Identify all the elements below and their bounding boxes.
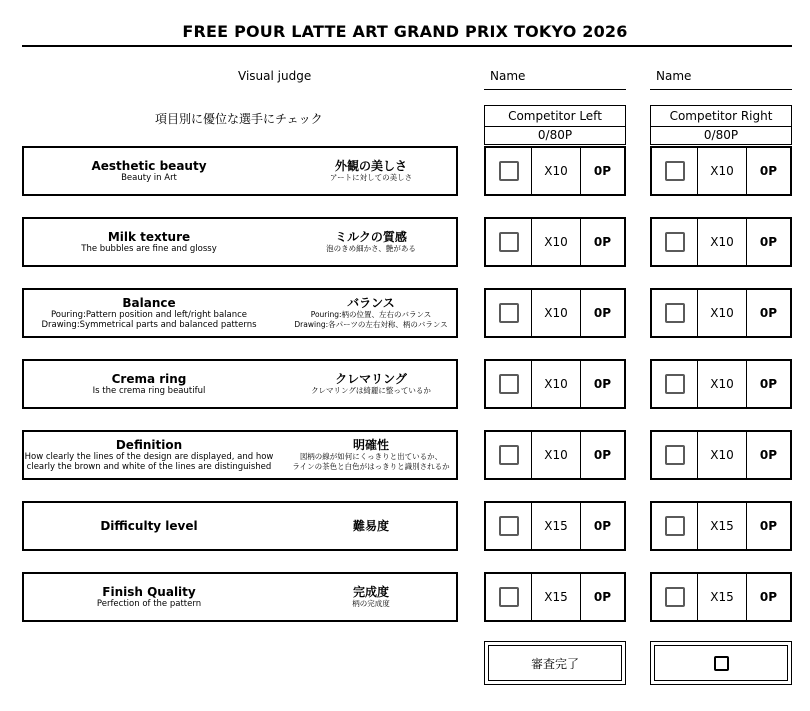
score-right-3 xyxy=(650,288,792,338)
score-right-2 xyxy=(650,217,792,267)
points: 0P xyxy=(593,306,612,320)
checkbox-left-6[interactable] xyxy=(499,516,519,536)
criterion-2 xyxy=(22,217,458,267)
criterion-subtitle-jp: 泡のきめ細かさ、艶がある xyxy=(326,244,416,253)
multiplier: X10 xyxy=(698,432,747,478)
score-left-3 xyxy=(484,288,626,338)
points: 0P xyxy=(593,590,612,604)
criterion-3 xyxy=(22,288,458,338)
criterion-subtitle: clearly the brown and white of the lines are distinguished xyxy=(26,462,272,472)
score-left-7 xyxy=(484,572,626,622)
points: 0P xyxy=(759,519,778,533)
points: 0P xyxy=(759,590,778,604)
criterion-subtitle: How clearly the lines of the design are displayed, and how xyxy=(24,452,274,462)
instruction-text: 項目別に優位な選手にチェック xyxy=(155,112,323,126)
multiplier: X15 xyxy=(532,574,581,620)
checkbox-cell xyxy=(486,361,532,407)
score-left-5 xyxy=(484,430,626,480)
criterion-5 xyxy=(22,430,458,480)
criterion-jp xyxy=(284,438,458,472)
points: 0P xyxy=(593,448,612,462)
criterion-title: Crema ring xyxy=(111,372,187,386)
criterion-subtitle: The bubbles are fine and glossy xyxy=(81,244,217,254)
competitor-right-total: 0/80P xyxy=(703,128,739,142)
criterion-en xyxy=(24,296,274,330)
visual-judge-label: Visual judge xyxy=(238,69,312,83)
checkbox-cell xyxy=(486,219,532,265)
criterion-subtitle-jp: クレマリングは綺麗に整っているか xyxy=(311,386,431,395)
name-label-right: Name xyxy=(656,69,692,83)
points: 0P xyxy=(593,164,612,178)
criterion-en xyxy=(24,372,274,396)
criterion-7 xyxy=(22,572,458,622)
checkbox-cell xyxy=(652,432,698,478)
score-right-7 xyxy=(650,572,792,622)
criterion-title: Finish Quality xyxy=(102,585,196,599)
points: 0P xyxy=(759,306,778,320)
criterion-en xyxy=(24,230,274,254)
multiplier: X10 xyxy=(532,361,581,407)
criterion-subtitle: Beauty in Art xyxy=(121,173,177,183)
multiplier: X10 xyxy=(532,219,581,265)
checkbox-cell xyxy=(652,219,698,265)
criterion-jp xyxy=(284,296,458,330)
multiplier: X15 xyxy=(532,503,581,549)
criterion-en xyxy=(24,585,274,609)
checkbox-cell xyxy=(486,432,532,478)
competitor-right-title: Competitor Right xyxy=(651,106,791,127)
review-complete-checkbox[interactable] xyxy=(714,656,729,671)
criterion-subtitle-jp: Drawing:各パーツの左右対称、柄のバランス xyxy=(294,320,448,329)
criterion-6 xyxy=(22,501,458,551)
checkbox-right-7[interactable] xyxy=(665,587,685,607)
criterion-title-jp: クレマリング xyxy=(335,372,407,386)
name-field-left[interactable] xyxy=(484,89,626,90)
multiplier: X15 xyxy=(698,503,747,549)
checkbox-left-3[interactable] xyxy=(499,303,519,323)
score-left-6 xyxy=(484,501,626,551)
criterion-title-jp: 外観の美しさ xyxy=(334,159,407,173)
criterion-subtitle-jp: アートに対しての美しさ xyxy=(329,173,413,182)
review-complete-button[interactable] xyxy=(484,641,626,685)
checkbox-left-2[interactable] xyxy=(499,232,519,252)
competitor-left-header xyxy=(484,105,626,145)
checkbox-right-2[interactable] xyxy=(665,232,685,252)
criterion-title: Milk texture xyxy=(107,230,191,244)
multiplier: X10 xyxy=(532,432,581,478)
criterion-subtitle: Is the crema ring beautiful xyxy=(92,386,206,396)
multiplier: X10 xyxy=(698,219,747,265)
checkbox-cell xyxy=(486,290,532,336)
criterion-en xyxy=(24,519,274,533)
criterion-title-jp: バランス xyxy=(347,296,395,310)
multiplier: X15 xyxy=(698,574,747,620)
criterion-en xyxy=(24,438,274,472)
multiplier: X10 xyxy=(698,290,747,336)
competitor-left-total: 0/80P xyxy=(537,128,573,142)
score-left-1 xyxy=(484,146,626,196)
checkbox-right-4[interactable] xyxy=(665,374,685,394)
checkbox-cell xyxy=(652,290,698,336)
criterion-title: Difficulty level xyxy=(100,519,198,533)
review-complete-checkbox-button[interactable] xyxy=(650,641,792,685)
checkbox-right-3[interactable] xyxy=(665,303,685,323)
score-left-4 xyxy=(484,359,626,409)
points: 0P xyxy=(593,377,612,391)
name-field-right[interactable] xyxy=(650,89,792,90)
criterion-title-jp: 難易度 xyxy=(352,519,389,533)
points: 0P xyxy=(759,377,778,391)
criterion-1 xyxy=(22,146,458,196)
criterion-en xyxy=(24,159,274,183)
competitor-left-title: Competitor Left xyxy=(485,106,625,127)
checkbox-cell xyxy=(486,503,532,549)
criterion-subtitle-jp: 図柄の線が如何にくっきりと出ているか、 xyxy=(299,452,443,461)
checkbox-cell xyxy=(652,361,698,407)
points: 0P xyxy=(593,519,612,533)
checkbox-cell xyxy=(652,148,698,194)
competitor-right-header xyxy=(650,105,792,145)
points: 0P xyxy=(759,164,778,178)
score-right-5 xyxy=(650,430,792,480)
multiplier: X10 xyxy=(698,361,747,407)
checkbox-left-7[interactable] xyxy=(499,587,519,607)
criterion-subtitle: Drawing:Symmetrical parts and balanced patterns xyxy=(41,320,257,330)
criterion-jp xyxy=(284,230,458,254)
criterion-subtitle: Perfection of the pattern xyxy=(96,599,202,609)
checkbox-left-4[interactable] xyxy=(499,374,519,394)
criterion-title: Definition xyxy=(115,438,183,452)
page-title: FREE POUR LATTE ART GRAND PRIX TOKYO 2026 xyxy=(182,22,628,41)
checkbox-cell xyxy=(486,148,532,194)
criterion-jp xyxy=(284,159,458,183)
criterion-subtitle-jp: 柄の完成度 xyxy=(352,599,390,608)
criterion-title-jp: 明確性 xyxy=(352,438,389,452)
criterion-title-jp: 完成度 xyxy=(352,585,389,599)
checkbox-cell xyxy=(652,574,698,620)
criterion-jp xyxy=(284,519,458,533)
checkbox-right-1[interactable] xyxy=(665,161,685,181)
criterion-title-jp: ミルクの質感 xyxy=(335,230,407,244)
criterion-jp xyxy=(284,585,458,609)
criterion-title: Balance xyxy=(122,296,176,310)
checkbox-right-5[interactable] xyxy=(665,445,685,465)
review-complete-label: 審査完了 xyxy=(530,656,579,671)
checkbox-left-1[interactable] xyxy=(499,161,519,181)
points: 0P xyxy=(593,235,612,249)
score-left-2 xyxy=(484,217,626,267)
checkbox-right-6[interactable] xyxy=(665,516,685,536)
multiplier: X10 xyxy=(698,148,747,194)
criterion-subtitle: Pouring:Pattern position and left/right balance xyxy=(50,310,248,320)
multiplier: X10 xyxy=(532,148,581,194)
criterion-subtitle-jp: ラインの茶色と白色がはっきりと識別されるか xyxy=(292,462,450,471)
points: 0P xyxy=(759,448,778,462)
criterion-4 xyxy=(22,359,458,409)
score-right-1 xyxy=(650,146,792,196)
multiplier: X10 xyxy=(532,290,581,336)
points: 0P xyxy=(759,235,778,249)
criterion-subtitle-jp: Pouring:柄の位置、左右のバランス xyxy=(310,310,432,319)
checkbox-cell xyxy=(486,574,532,620)
score-right-4 xyxy=(650,359,792,409)
name-label-left: Name xyxy=(490,69,526,83)
criterion-title: Aesthetic beauty xyxy=(91,159,207,173)
title-divider xyxy=(22,45,792,47)
checkbox-left-5[interactable] xyxy=(499,445,519,465)
criterion-jp xyxy=(284,372,458,396)
score-right-6 xyxy=(650,501,792,551)
checkbox-cell xyxy=(652,503,698,549)
